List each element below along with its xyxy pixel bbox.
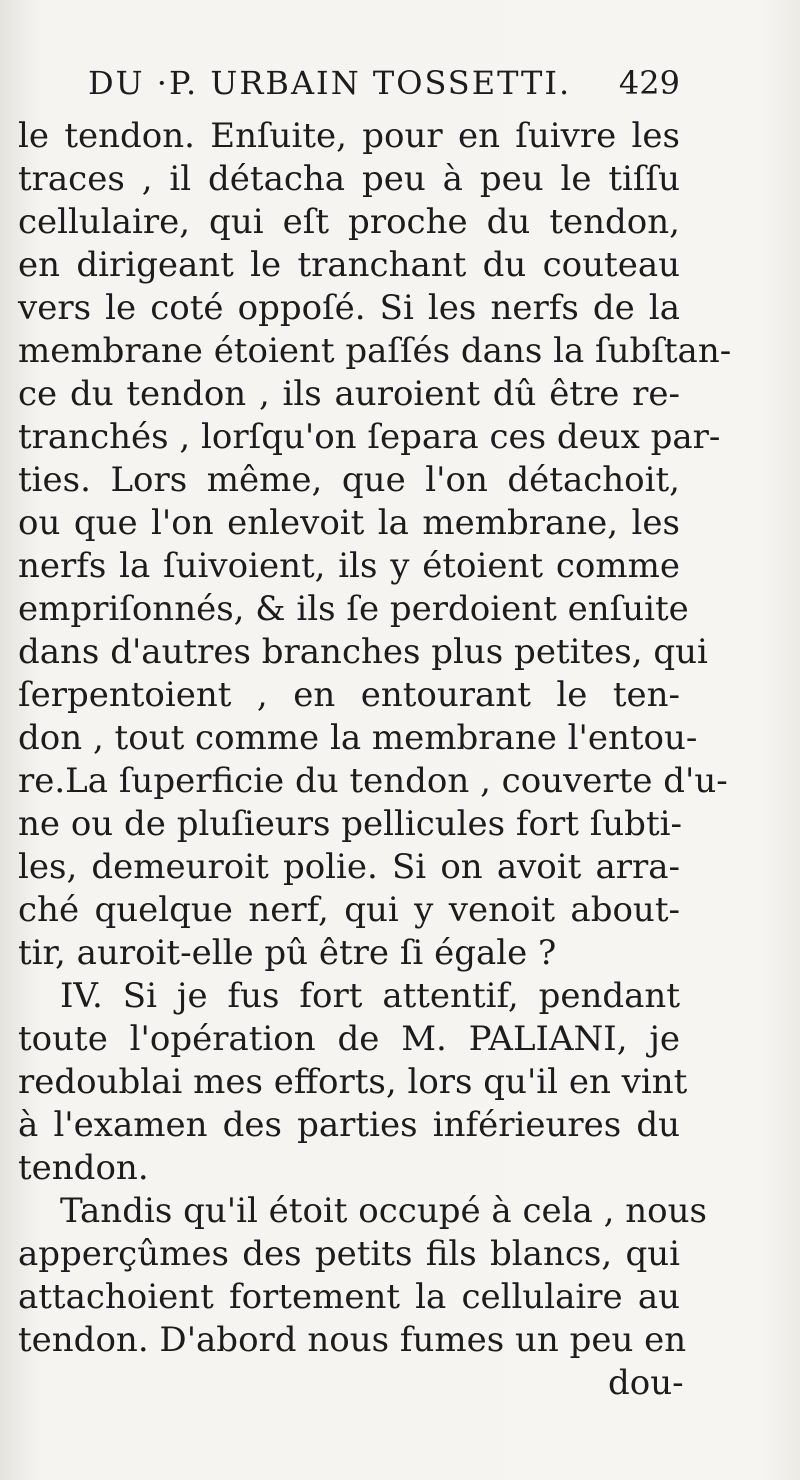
text-line: tranchés , lorſqu'on ſepara ces deux par- [18,417,721,457]
text-line: vers le coté oppoſé. Si les nerfs de la [18,288,680,328]
text-line: ce du tendon , ils auroient dû être re- [18,374,680,414]
text-line: don , tout comme la membrane l'entou- [18,718,698,758]
text-line: Tandis qu'il étoit occupé à cela , nous [60,1191,707,1231]
text-line: re.La ſuperficie du tendon , couverte d'u- [18,761,728,801]
text-line: les, demeuroit polie. Si on avoit arra- [18,847,680,887]
text-line: membrane étoient paſſés dans la ſubſtan- [18,331,732,371]
text-line: traces , il détacha peu à peu le tiſſu [18,159,680,199]
text-line: le tendon. Enſuite, pour en ſuivre les [18,116,680,156]
text-line: attachoient fortement la cellulaire au [18,1277,680,1317]
catchword: dou- [608,1363,684,1403]
text-line: nerfs la ſuivoient, ils y étoient comme [18,546,680,586]
text-line: ché quelque nerf, qui y venoit about- [18,890,680,930]
page-number: 429 [618,64,680,102]
running-title: DU ·P. URBAIN TOSSETTI. [88,64,572,102]
text-line: redoublai mes efforts, lors qu'il en vint [18,1062,688,1102]
text-line: empriſonnés, & ils ſe perdoient enſuite [18,589,689,629]
text-line: tendon. D'abord nous fumes un peu en [18,1320,687,1360]
text-line: ſerpentoient , en entourant le ten- [18,675,680,715]
text-line: ne ou de pluſieurs pellicules fort ſubti- [18,804,682,844]
text-line: ties. Lors même, que l'on détachoit, [18,460,680,500]
text-line: IV. Si je fus fort attentif, pendant [60,976,680,1016]
text-line: à l'examen des parties inférieures du [18,1105,680,1145]
text-line: tendon. [18,1148,149,1188]
text-line: en dirigeant le tranchant du couteau [18,245,680,285]
text-line: cellulaire, qui eſt proche du tendon, [18,202,680,242]
text-line: apperçûmes des petits fils blancs, qui [18,1234,680,1274]
text-line: dans d'autres branches plus petites, qui [18,632,708,672]
text-line: tir, auroit-elle pû être ſi égale ? [18,933,557,973]
text-line: toute l'opération de M. PALIANI, je [18,1019,680,1059]
text-line: ou que l'on enlevoit la membrane, les [18,503,680,543]
